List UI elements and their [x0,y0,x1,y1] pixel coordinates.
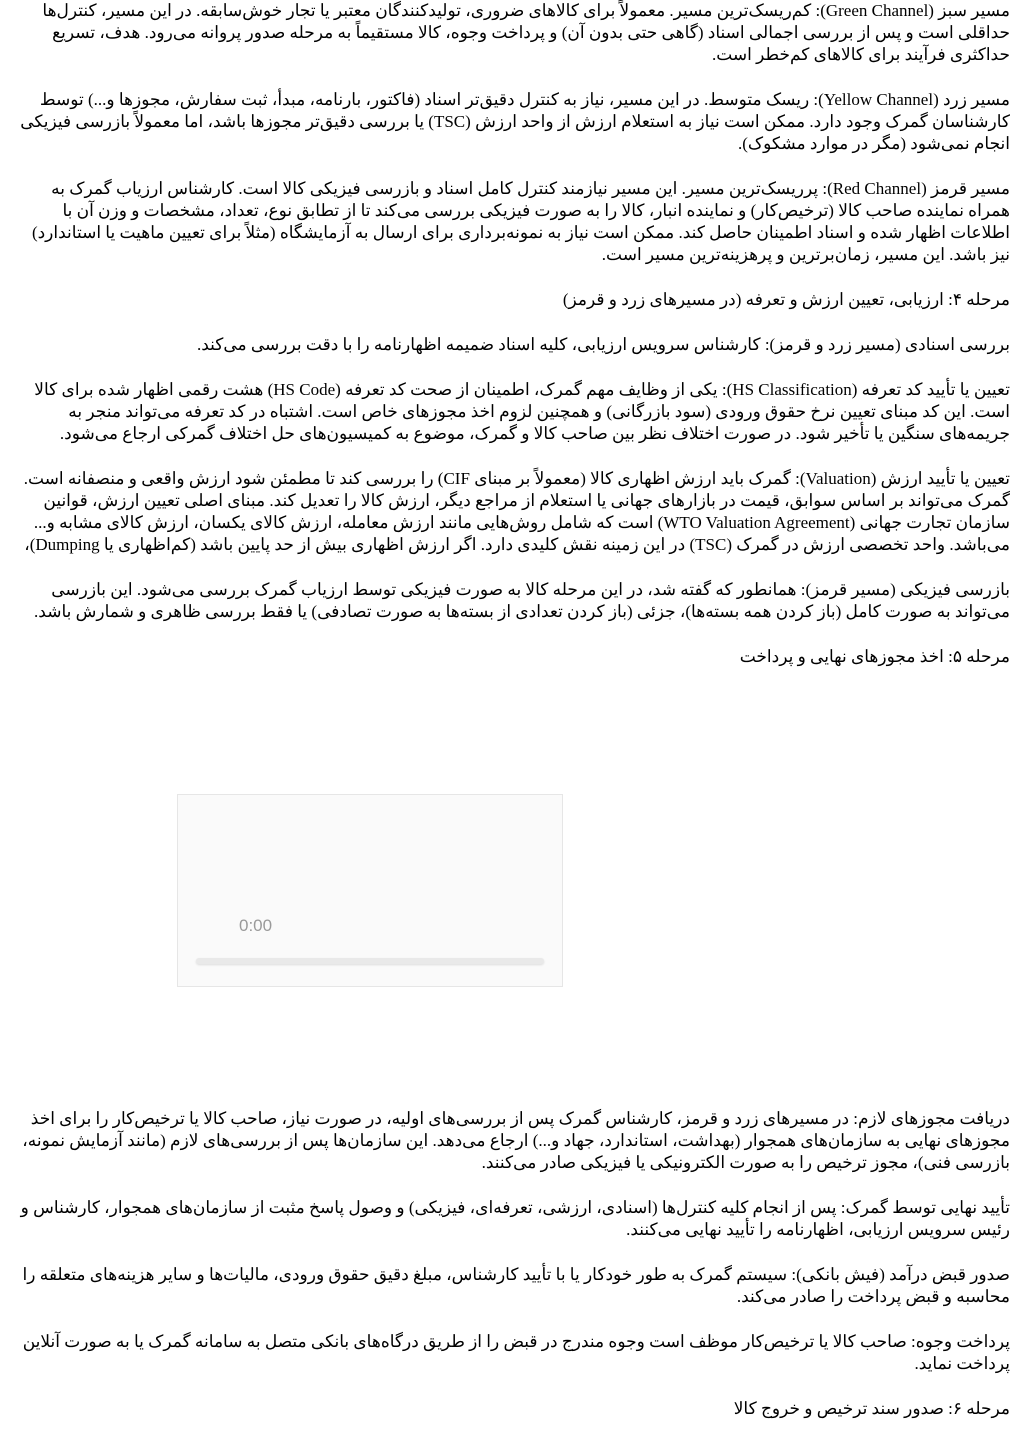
paragraph-receive-permits: دریافت مجوزهای لازم: در مسیرهای زرد و قرمز، کارشناس گمرک پس از بررسی‌های اولیه، در صورت نیاز، صاحب کالا یا ترخیص‌کار را برای اخذ مجوزهای نهایی به سازمان‌های همجوار (بهداشت، استاندارد، جهاد و...) ارجاع می‌دهد. این سازمان‌ها پس از بررسی‌های لازم (مانند آزمایش نمونه، بازرسی فنی)، مجوز ترخیص را به صورت الکترونیکی یا فیزیکی صادر می‌کنند. [22,1109,1010,1172]
player-time: 0:00 [239,916,273,935]
paragraph-final-approval: تأیید نهایی توسط گمرک: پس از انجام کلیه کنترل‌ها (اسنادی، ارزشی، تعرفه‌ای، فیزیکی) و وصول پاسخ مثبت از سازمان‌های همجوار، کارشناس و رئیس سرویس ارزیابی، اظهارنامه را تأیید نهایی می‌کنند. [20,1198,1010,1239]
paragraph-hs-classification: تعیین یا تأیید کد تعرفه (HS Classification): یکی از وظایف مهم گمرک، اطمینان از صحت کد تعرفه (HS Code) هشت رقمی اظهار شده برای کالا است. این کد مبنای تعیین نرخ حقوق ورودی (سود بازرگانی) و همچنین لزوم اخذ مجوزهای خاص است. اشتباه در کد تعرفه می‌تواند منجر به جریمه‌های سنگین یا تأخیر شود. در صورت اختلاف نظر بین صاحب کالا و گمرک، موضوع به کمیسیون‌های حل اختلاف گمرکی ارجاع می‌شود. [34,380,1010,443]
media-area [10,668,1010,1108]
paragraph-valuation: تعیین یا تأیید ارزش (Valuation): گمرک باید ارزش اظهاری کالا (معمولاً بر مبنای CIF) را بررسی کند تا مطمئن شود ارزش واقعی و منصفانه است. گمرک می‌تواند بر اساس سوابق، قیمت در بازارهای جهانی یا استعلام از مراجع دیگر، ارزش کالا را تعدیل کند. مبنای اصلی تعیین ارزش، قوانین سازمان تجارت جهانی (WTO Valuation Agreement) است که شامل روش‌هایی مانند ارزش معامله، ارزش کالای یکسان، ارزش کالای مشابه و... می‌باشد. واحد تخصصی ارزش در گمرک (TSC) در این زمینه نقش کلیدی دارد. اگر ارزش اظهاری بیش از حد پایین باشد (کم‌اظهاری یا Dumping)، [23,469,1010,554]
audio-player[interactable] [177,794,563,987]
paragraph-revenue-receipt: صدور قبض درآمد (فیش بانکی): سیستم گمرک به طور خودکار یا با تأیید کارشناس، مبلغ دقیق حقوق ورودی، مالیات‌ها و سایر هزینه‌های متعلقه را محاسبه و قبض پرداخت را صادر می‌کند. [22,1265,1010,1306]
heading-step-5: مرحله ۵: اخذ مجوزهای نهایی و پرداخت [739,647,1010,666]
paragraph-red-channel: مسیر قرمز (Red Channel): پرریسک‌ترین مسیر. این مسیر نیازمند کنترل کامل اسناد و بازرسی فیزیکی کالا است. کارشناس ارزیاب گمرک به همراه نماینده صاحب کالا (ترخیص‌کار) و نماینده انبار، کالا را به صورت فیزیکی بررسی می‌کند تا از تطابق نوع، تعداد، مشخصات و وزن آن با اطلاعات اظهار شده و اسناد اطمینان حاصل کند. ممکن است نیاز به نمونه‌برداری برای ارسال به آزمایشگاه (مثلاً برای تعیین ماهیت یا استاندارد) نیز باشد. این مسیر، زمان‌برترین و پرهزینه‌ترین مسیر است. [31,179,1010,264]
paragraph-green-channel: مسیر سبز (Green Channel): کم‌ریسک‌ترین مسیر. معمولاً برای کالاهای ضروری، تولیدکنندگان معتبر یا تجار خوش‌سابقه. در این مسیر، کنترل‌ها حداقلی است و پس از بررسی اجمالی اسناد (گاهی حتی بدون آن) و پرداخت وجوه، کالا مستقیماً به مرحله صدور پروانه می‌رود. هدف، تسریع حداکثری فرآیند برای کالاهای کم‌خطر است. [42,1,1010,64]
player-progress-track[interactable] [196,958,544,964]
heading-step-4: مرحله ۴: ارزیابی، تعیین ارزش و تعرفه (در مسیرهای زرد و قرمز) [562,290,1010,309]
document-body [10,0,1010,1420]
paragraph-physical-inspection: بازرسی فیزیکی (مسیر قرمز): همانطور که گفته شد، در این مرحله کالا به صورت فیزیکی توسط ارزیاب گمرک بررسی می‌شود. این بازرسی می‌تواند به صورت کامل (باز کردن همه بسته‌ها)، جزئی (باز کردن تعدادی از بسته‌ها به صورت تصادفی) یا فقط بررسی ظاهری و شمارش باشد. [34,580,1010,621]
heading-step-6: مرحله ۶: صدور سند ترخیص و خروج کالا [733,1399,1010,1418]
paragraph-document-review: بررسی اسنادی (مسیر زرد و قرمز): کارشناس سرویس ارزیابی، کلیه اسناد ضمیمه اظهارنامه را با دقت بررسی می‌کند. [196,335,1010,354]
paragraph-payment: پرداخت وجوه: صاحب کالا یا ترخیص‌کار موظف است وجوه مندرج در قبض را از طریق درگاه‌های بانکی متصل به سامانه گمرک یا به صورت آنلاین پرداخت نماید. [22,1332,1010,1373]
paragraph-yellow-channel: مسیر زرد (Yellow Channel): ریسک متوسط. در این مسیر، نیاز به کنترل دقیق‌تر اسناد (فاکتور، بارنامه، مبدأ، ثبت سفارش، مجوزها و...) توسط کارشناسان گمرک وجود دارد. ممکن است نیاز به استعلام ارزش از واحد ارزش (TSC) یا بررسی دقیق‌تر مجوزها باشد، اما معمولاً بازرسی فیزیکی انجام نمی‌شود (مگر در موارد مشکوک). [20,90,1010,153]
